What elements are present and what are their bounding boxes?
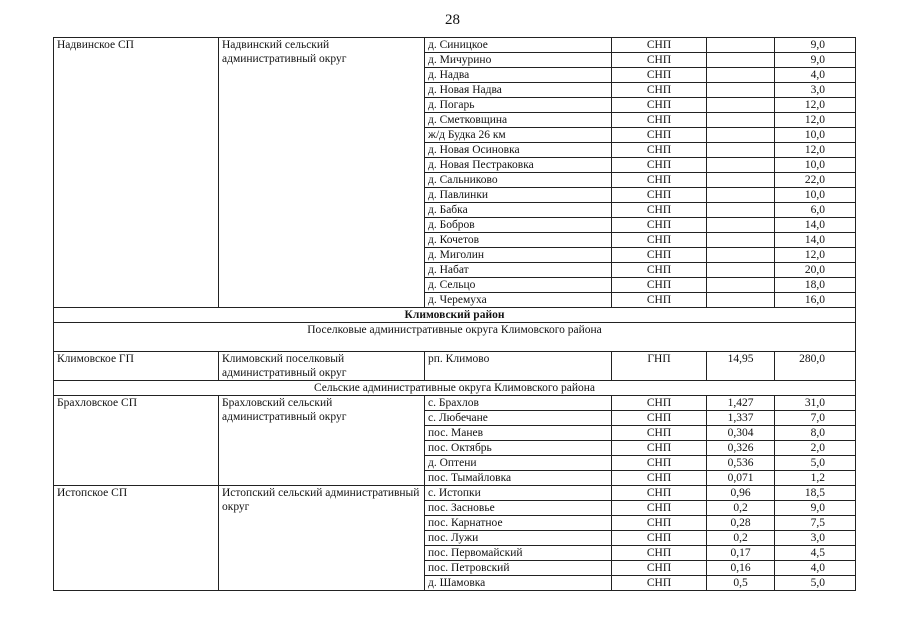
place-cell: д. Сальниково bbox=[425, 173, 612, 188]
type-cell: СНП bbox=[612, 173, 707, 188]
type-cell: СНП bbox=[612, 218, 707, 233]
settlement-cell: Надвинское СП bbox=[54, 38, 219, 308]
place-cell: д. Синицкое bbox=[425, 38, 612, 53]
distance-cell: 9,0 bbox=[775, 53, 856, 68]
area-cell: 0,326 bbox=[707, 441, 775, 456]
distance-cell: 4,0 bbox=[775, 68, 856, 83]
place-cell: пос. Засновье bbox=[425, 501, 612, 516]
area-cell: 0,071 bbox=[707, 471, 775, 486]
type-cell: СНП bbox=[612, 516, 707, 531]
area-cell: 0,5 bbox=[707, 576, 775, 591]
place-cell: рп. Климово bbox=[425, 352, 612, 381]
place-cell: пос. Петровский bbox=[425, 561, 612, 576]
table-row bbox=[54, 352, 856, 381]
type-cell: СНП bbox=[612, 576, 707, 591]
area-cell bbox=[707, 83, 775, 98]
table-row bbox=[54, 396, 856, 411]
type-cell: СНП bbox=[612, 486, 707, 501]
distance-cell: 4,0 bbox=[775, 561, 856, 576]
place-cell: д. Кочетов bbox=[425, 233, 612, 248]
area-cell: 14,95 bbox=[707, 352, 775, 381]
distance-cell: 10,0 bbox=[775, 128, 856, 143]
place-cell: пос. Манев bbox=[425, 426, 612, 441]
area-cell: 0,96 bbox=[707, 486, 775, 501]
type-cell: СНП bbox=[612, 188, 707, 203]
area-cell: 0,304 bbox=[707, 426, 775, 441]
area-cell bbox=[707, 68, 775, 83]
page-number: 28 bbox=[445, 12, 460, 28]
place-cell: д. Мичурино bbox=[425, 53, 612, 68]
distance-cell: 18,0 bbox=[775, 278, 856, 293]
place-cell: д. Надва bbox=[425, 68, 612, 83]
type-cell: СНП bbox=[612, 143, 707, 158]
distance-cell: 5,0 bbox=[775, 576, 856, 591]
area-cell bbox=[707, 38, 775, 53]
distance-cell: 18,5 bbox=[775, 486, 856, 501]
type-cell: СНП bbox=[612, 113, 707, 128]
distance-cell: 14,0 bbox=[775, 218, 856, 233]
place-cell: пос. Первомайский bbox=[425, 546, 612, 561]
type-cell: СНП bbox=[612, 456, 707, 471]
type-cell: СНП bbox=[612, 53, 707, 68]
district-cell: Брахловский сельский административный округ bbox=[219, 396, 425, 486]
place-cell: с. Любечане bbox=[425, 411, 612, 426]
type-cell: СНП bbox=[612, 158, 707, 173]
place-cell: д. Новая Надва bbox=[425, 83, 612, 98]
area-cell: 0,17 bbox=[707, 546, 775, 561]
area-cell bbox=[707, 233, 775, 248]
distance-cell: 10,0 bbox=[775, 158, 856, 173]
distance-cell: 9,0 bbox=[775, 38, 856, 53]
type-cell: ГНП bbox=[612, 352, 707, 381]
place-cell: с. Истопки bbox=[425, 486, 612, 501]
place-cell: д. Бабка bbox=[425, 203, 612, 218]
area-cell: 1,427 bbox=[707, 396, 775, 411]
place-cell: д. Шамовка bbox=[425, 576, 612, 591]
place-cell: д. Сельцо bbox=[425, 278, 612, 293]
area-cell bbox=[707, 98, 775, 113]
place-cell: пос. Лужи bbox=[425, 531, 612, 546]
area-cell: 0,2 bbox=[707, 501, 775, 516]
type-cell: СНП bbox=[612, 293, 707, 308]
type-cell: СНП bbox=[612, 396, 707, 411]
area-cell bbox=[707, 143, 775, 158]
settlements-table bbox=[53, 37, 856, 591]
distance-cell: 2,0 bbox=[775, 441, 856, 456]
distance-cell: 10,0 bbox=[775, 188, 856, 203]
distance-cell: 12,0 bbox=[775, 113, 856, 128]
distance-cell: 3,0 bbox=[775, 83, 856, 98]
area-cell bbox=[707, 218, 775, 233]
distance-cell: 6,0 bbox=[775, 203, 856, 218]
area-cell: 0,28 bbox=[707, 516, 775, 531]
place-cell: д. Миголин bbox=[425, 248, 612, 263]
distance-cell: 4,5 bbox=[775, 546, 856, 561]
area-cell bbox=[707, 113, 775, 128]
distance-cell: 7,0 bbox=[775, 411, 856, 426]
section-row bbox=[54, 308, 856, 323]
type-cell: СНП bbox=[612, 98, 707, 113]
place-cell: ж/д Будка 26 км bbox=[425, 128, 612, 143]
type-cell: СНП bbox=[612, 38, 707, 53]
area-cell: 0,2 bbox=[707, 531, 775, 546]
place-cell: д. Оптени bbox=[425, 456, 612, 471]
distance-cell: 12,0 bbox=[775, 248, 856, 263]
settlement-cell: Климовское ГП bbox=[54, 352, 219, 381]
district-cell: Надвинский сельский административный округ bbox=[219, 38, 425, 308]
area-cell bbox=[707, 53, 775, 68]
area-cell bbox=[707, 263, 775, 278]
type-cell: СНП bbox=[612, 411, 707, 426]
district-cell: Истопский сельский административный округ bbox=[219, 486, 425, 591]
distance-cell: 16,0 bbox=[775, 293, 856, 308]
area-cell: 0,16 bbox=[707, 561, 775, 576]
place-cell: пос. Карнатное bbox=[425, 516, 612, 531]
settlement-cell: Брахловское СП bbox=[54, 396, 219, 486]
type-cell: СНП bbox=[612, 248, 707, 263]
distance-cell: 7,5 bbox=[775, 516, 856, 531]
section-row bbox=[54, 381, 856, 396]
type-cell: СНП bbox=[612, 83, 707, 98]
place-cell: пос. Октябрь bbox=[425, 441, 612, 456]
distance-cell: 3,0 bbox=[775, 531, 856, 546]
table-row bbox=[54, 486, 856, 501]
type-cell: СНП bbox=[612, 531, 707, 546]
type-cell: СНП bbox=[612, 561, 707, 576]
distance-cell: 12,0 bbox=[775, 143, 856, 158]
settlement-cell: Истопское СП bbox=[54, 486, 219, 591]
area-cell bbox=[707, 188, 775, 203]
area-cell bbox=[707, 248, 775, 263]
distance-cell: 280,0 bbox=[775, 352, 856, 381]
distance-cell: 9,0 bbox=[775, 501, 856, 516]
distance-cell: 31,0 bbox=[775, 396, 856, 411]
area-cell bbox=[707, 158, 775, 173]
distance-cell: 14,0 bbox=[775, 233, 856, 248]
type-cell: СНП bbox=[612, 68, 707, 83]
table-row bbox=[54, 38, 856, 53]
place-cell: д. Бобров bbox=[425, 218, 612, 233]
type-cell: СНП bbox=[612, 203, 707, 218]
area-cell bbox=[707, 293, 775, 308]
type-cell: СНП bbox=[612, 471, 707, 486]
distance-cell: 1,2 bbox=[775, 471, 856, 486]
distance-cell: 22,0 bbox=[775, 173, 856, 188]
place-cell: д. Павлинки bbox=[425, 188, 612, 203]
place-cell: пос. Тымайловка bbox=[425, 471, 612, 486]
type-cell: СНП bbox=[612, 263, 707, 278]
type-cell: СНП bbox=[612, 546, 707, 561]
place-cell: д. Новая Пестраковка bbox=[425, 158, 612, 173]
district-cell: Климовский поселковый административный округ bbox=[219, 352, 425, 381]
distance-cell: 5,0 bbox=[775, 456, 856, 471]
rural-header: Сельские административные округа Климовского района bbox=[54, 381, 856, 396]
distance-cell: 8,0 bbox=[775, 426, 856, 441]
type-cell: СНП bbox=[612, 128, 707, 143]
urban-header: Поселковые административные округа Климовского района bbox=[54, 323, 856, 352]
place-cell: д. Погарь bbox=[425, 98, 612, 113]
district-header: Климовский район bbox=[54, 308, 856, 323]
area-cell bbox=[707, 278, 775, 293]
type-cell: СНП bbox=[612, 233, 707, 248]
type-cell: СНП bbox=[612, 278, 707, 293]
place-cell: с. Брахлов bbox=[425, 396, 612, 411]
area-cell: 0,536 bbox=[707, 456, 775, 471]
place-cell: д. Набат bbox=[425, 263, 612, 278]
area-cell: 1,337 bbox=[707, 411, 775, 426]
place-cell: д. Сметковщина bbox=[425, 113, 612, 128]
type-cell: СНП bbox=[612, 441, 707, 456]
type-cell: СНП bbox=[612, 501, 707, 516]
section-row bbox=[54, 323, 856, 352]
type-cell: СНП bbox=[612, 426, 707, 441]
distance-cell: 20,0 bbox=[775, 263, 856, 278]
distance-cell: 12,0 bbox=[775, 98, 856, 113]
place-cell: д. Черемуха bbox=[425, 293, 612, 308]
place-cell: д. Новая Осиновка bbox=[425, 143, 612, 158]
area-cell bbox=[707, 173, 775, 188]
area-cell bbox=[707, 128, 775, 143]
area-cell bbox=[707, 203, 775, 218]
